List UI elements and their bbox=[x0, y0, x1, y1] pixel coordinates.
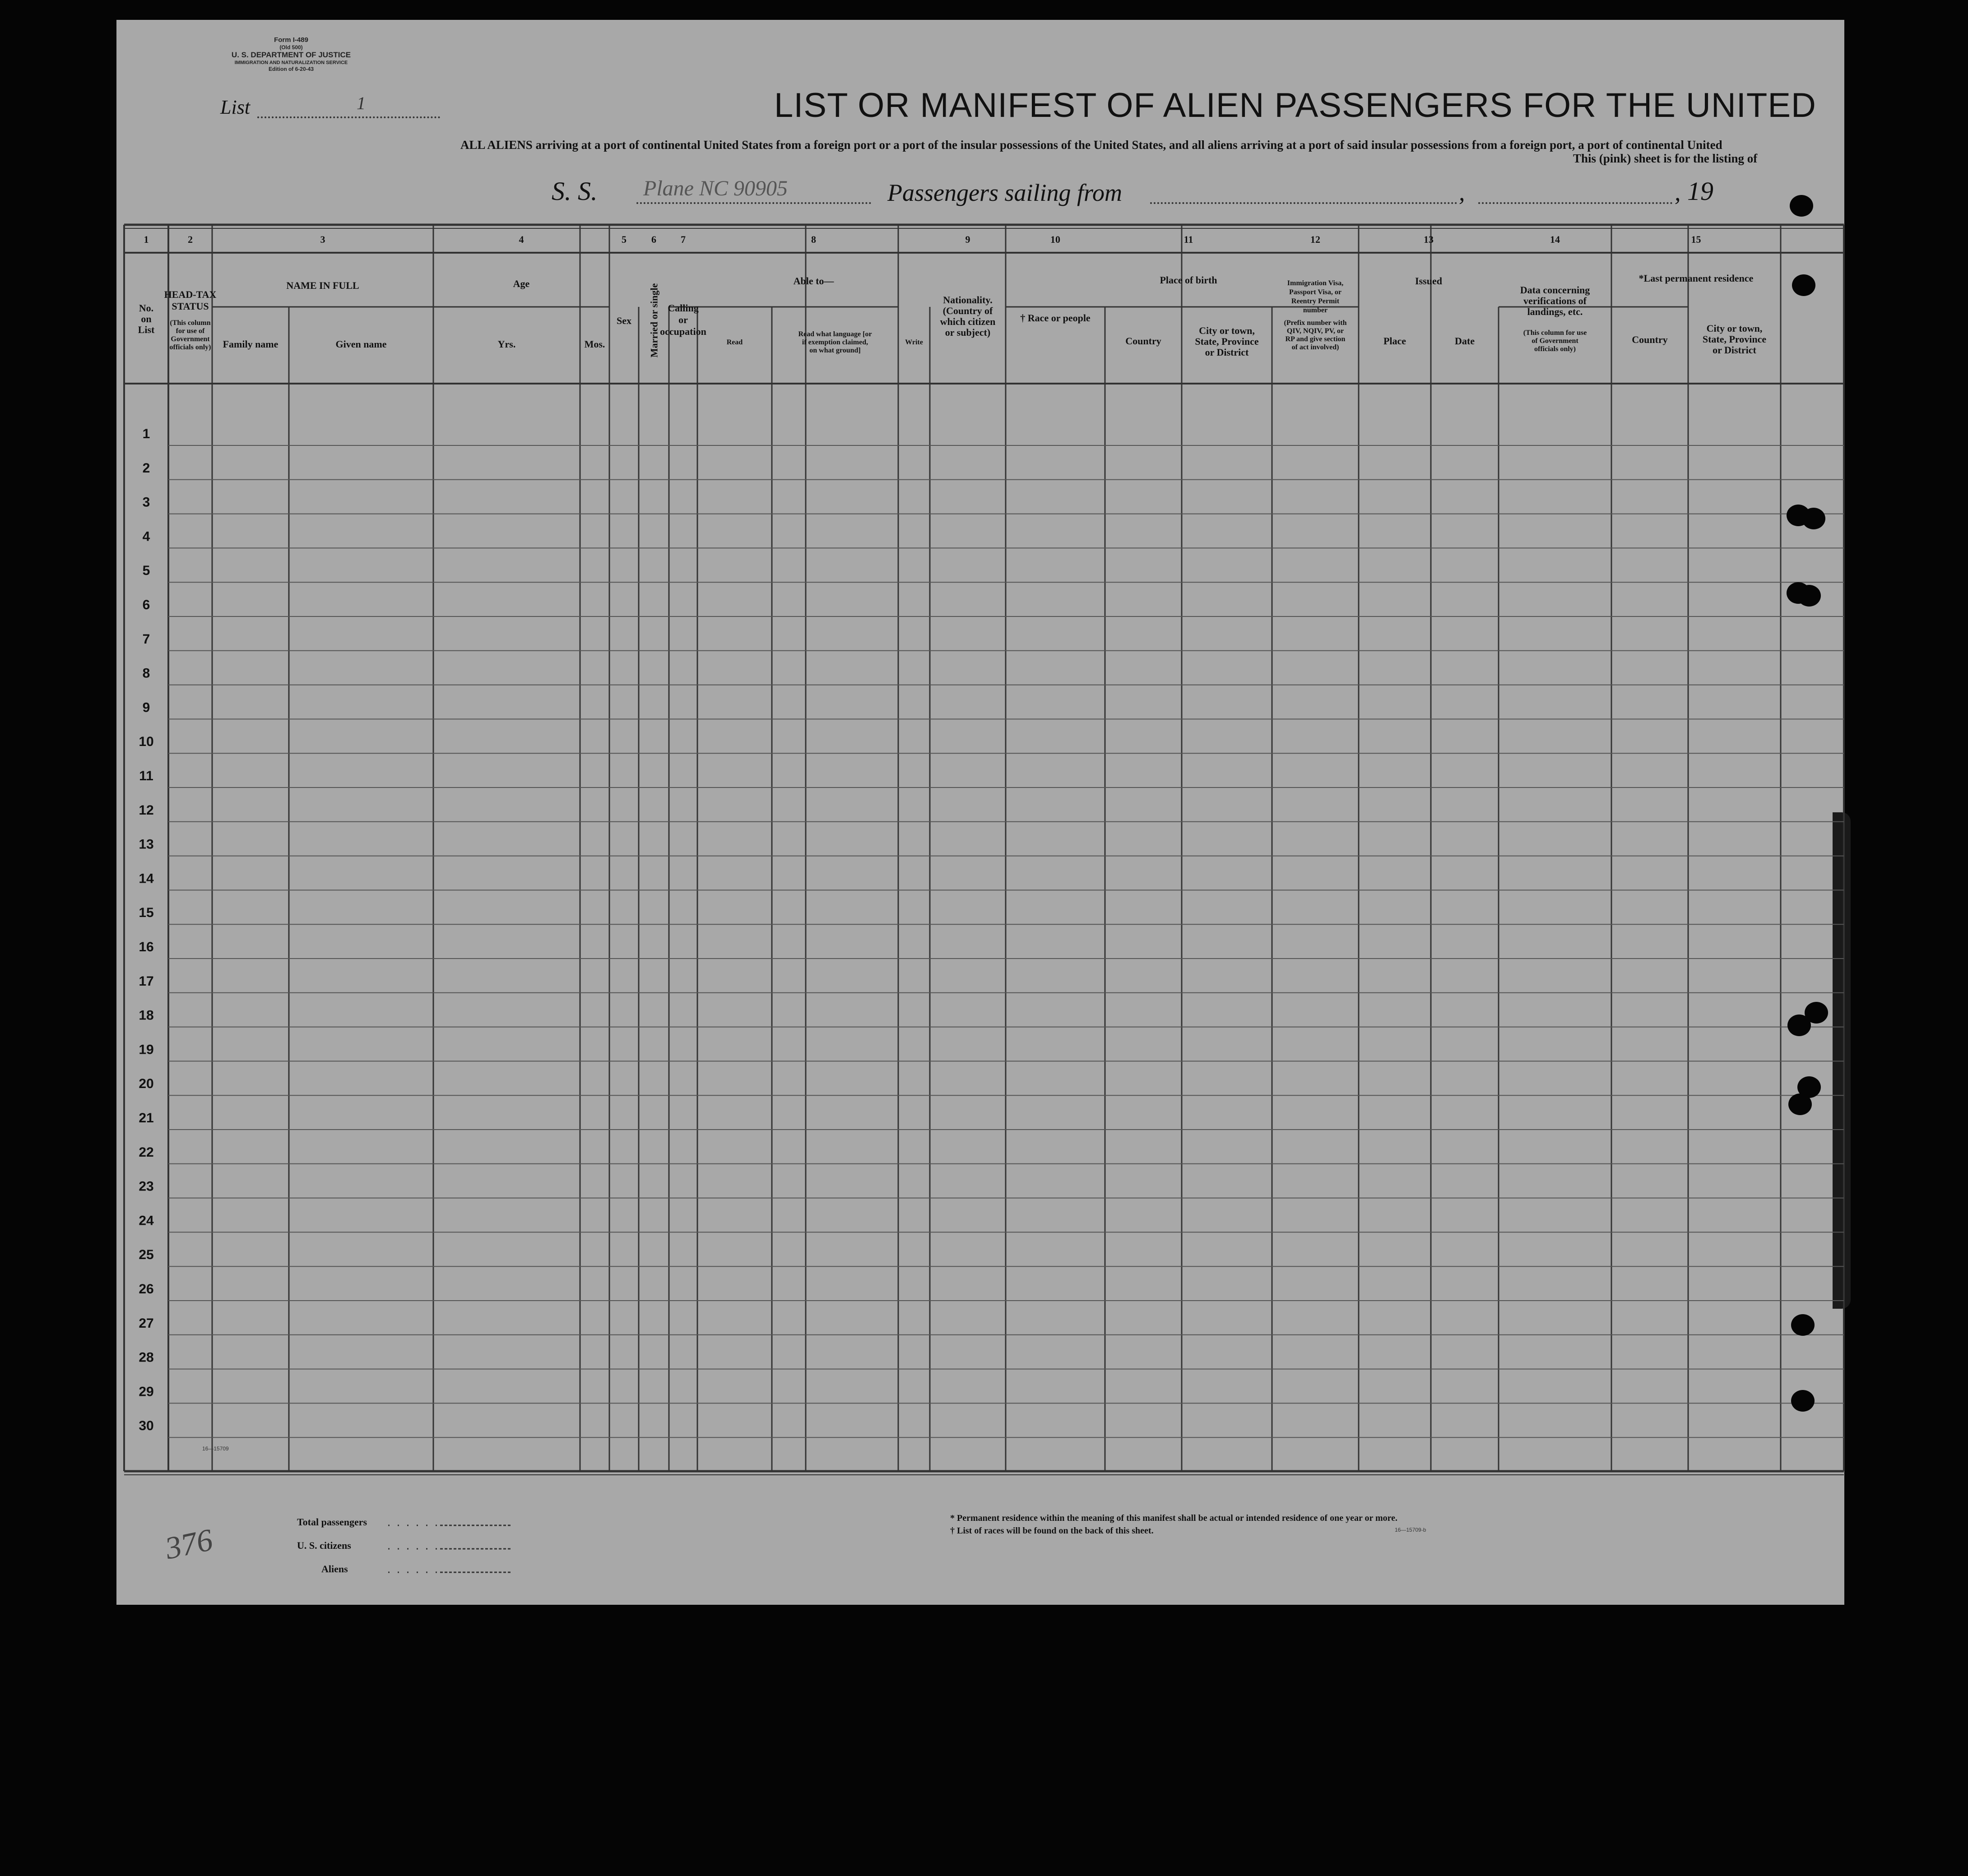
nationality-header: or subject) bbox=[945, 327, 991, 338]
sailing-from-label: Passengers sailing from bbox=[887, 179, 1123, 206]
row-number: 12 bbox=[139, 802, 154, 818]
sailing-comma-2: , bbox=[1675, 179, 1681, 206]
write-header: Write bbox=[905, 338, 923, 346]
row-number: 23 bbox=[139, 1179, 154, 1194]
no-on-list-header: No. bbox=[139, 302, 154, 314]
subtitle-line-2: This (pink) sheet is for the listing of bbox=[1573, 152, 1758, 165]
row-number: 10 bbox=[139, 734, 154, 750]
data-concerning-header: landings, etc. bbox=[1527, 306, 1583, 317]
column-number: 13 bbox=[1424, 234, 1434, 245]
year-prefix: 19 bbox=[1687, 176, 1713, 206]
read-language-header: Read what language [or bbox=[798, 330, 872, 338]
name-in-full-header: NAME IN FULL bbox=[286, 280, 359, 291]
column-number: 4 bbox=[519, 234, 524, 245]
list-label: List bbox=[220, 96, 251, 118]
visa-header: Passport Visa, or bbox=[1289, 288, 1341, 296]
no-on-list-header: on bbox=[141, 313, 152, 324]
row-number: 30 bbox=[139, 1418, 154, 1434]
punch-hole bbox=[1791, 1314, 1815, 1336]
row-number: 1 bbox=[142, 426, 150, 441]
column-number: 15 bbox=[1691, 234, 1701, 245]
family-name-header: Family name bbox=[223, 338, 278, 350]
service: IMMIGRATION AND NATURALIZATION SERVICE bbox=[234, 60, 348, 65]
calling-header: Calling bbox=[668, 302, 699, 314]
column-number: 6 bbox=[651, 234, 656, 245]
form-number: Form I-489 bbox=[274, 36, 308, 44]
row-number: 6 bbox=[142, 598, 150, 612]
row-number: 21 bbox=[139, 1111, 154, 1126]
sex-header: Sex bbox=[617, 315, 631, 326]
footnote-races: † List of races will be found on the back of this sheet. bbox=[950, 1526, 1154, 1536]
column-number: 10 bbox=[1050, 234, 1060, 245]
age-header: Age bbox=[513, 278, 530, 289]
birth-city-header: State, Province bbox=[1195, 336, 1259, 347]
row-number: 15 bbox=[139, 905, 154, 921]
last-residence-header: *Last permanent residence bbox=[1638, 273, 1754, 284]
print-code: 16—15709 bbox=[202, 1445, 229, 1452]
vessel-name: Plane NC 90905 bbox=[643, 176, 788, 200]
head-tax-note: officials only) bbox=[169, 343, 211, 351]
calling-header: or bbox=[678, 314, 688, 325]
footnote-residence: * Permanent residence within the meaning of this manifest shall be actual or intended residence of one year or more. bbox=[950, 1513, 1398, 1523]
row-number: 29 bbox=[139, 1384, 154, 1399]
row-number: 3 bbox=[142, 495, 150, 510]
birth-city-header: City or town, bbox=[1199, 325, 1255, 336]
row-number: 5 bbox=[142, 563, 150, 579]
edition: Edition of 6-20-43 bbox=[268, 65, 314, 72]
data-concerning-note: (This column for use bbox=[1523, 329, 1587, 337]
print-code-2: 16—15709-b bbox=[1395, 1527, 1426, 1533]
column-number: 3 bbox=[320, 234, 325, 245]
visa-note: QIV, NQIV, PV, or bbox=[1286, 327, 1344, 335]
row-number: 20 bbox=[139, 1076, 154, 1092]
months-header: Mos. bbox=[584, 338, 605, 350]
us-citizens-label: U. S. citizens bbox=[297, 1540, 351, 1551]
punch-hole bbox=[1802, 508, 1825, 529]
data-concerning-header: Data concerning bbox=[1520, 284, 1590, 296]
row-number: 26 bbox=[139, 1282, 154, 1297]
calling-header: occupation bbox=[660, 326, 706, 337]
birth-country-header: Country bbox=[1125, 335, 1161, 347]
read-language-header: if exemption claimed, bbox=[802, 338, 868, 346]
column-number: 11 bbox=[1184, 234, 1193, 245]
row-number: 27 bbox=[139, 1316, 154, 1331]
residence-city-header: or District bbox=[1713, 344, 1756, 356]
column-number: 2 bbox=[188, 234, 193, 245]
punch-hole bbox=[1788, 1093, 1812, 1115]
row-number: 7 bbox=[142, 631, 150, 647]
nationality-header: (Country of bbox=[942, 305, 993, 316]
list-number: 1 bbox=[357, 93, 366, 113]
column-number: 1 bbox=[144, 234, 149, 245]
no-on-list-header: List bbox=[138, 324, 155, 335]
row-number: 25 bbox=[139, 1247, 154, 1263]
row-number: 24 bbox=[139, 1213, 154, 1228]
given-name-header: Given name bbox=[335, 338, 387, 350]
subtitle-line-1: ALL ALIENS arriving at a port of continental United States from a foreign port or a port of the insular possessions of the United States, and all aliens arriving at a port of said insular possessions from a foreign port, a port of continental United bbox=[460, 138, 1722, 152]
row-number: 18 bbox=[139, 1008, 154, 1023]
row-number: 11 bbox=[139, 769, 153, 783]
head-tax-note: (This column bbox=[170, 319, 211, 327]
visa-note: of act involved) bbox=[1291, 343, 1339, 351]
row-number: 22 bbox=[139, 1144, 154, 1160]
visa-header: Reentry Permit bbox=[1291, 297, 1340, 305]
birth-city-header: or District bbox=[1205, 347, 1249, 358]
head-tax-header: HEAD-TAX bbox=[164, 289, 217, 300]
able-to-header: Able to— bbox=[793, 275, 834, 287]
data-concerning-note: of Government bbox=[1532, 337, 1578, 345]
total-passengers-label: Total passengers bbox=[297, 1516, 367, 1528]
head-tax-note: for use of bbox=[176, 327, 205, 335]
punch-hole bbox=[1805, 1002, 1828, 1024]
punch-hole bbox=[1791, 1390, 1815, 1412]
column-number: 8 bbox=[811, 234, 816, 245]
data-concerning-note: officials only) bbox=[1534, 345, 1576, 353]
row-number: 8 bbox=[142, 666, 150, 681]
punch-hole bbox=[1792, 274, 1815, 296]
read-header: Read bbox=[726, 338, 743, 346]
sailing-comma: , bbox=[1459, 179, 1465, 206]
column-number: 12 bbox=[1310, 234, 1320, 245]
head-tax-note: Government bbox=[171, 335, 210, 343]
race-header: † Race or people bbox=[1020, 312, 1091, 324]
issued-date-header: Date bbox=[1455, 335, 1475, 347]
years-header: Yrs. bbox=[497, 338, 516, 350]
column-number: 14 bbox=[1550, 234, 1560, 245]
row-number: 16 bbox=[139, 940, 154, 954]
row-number: 9 bbox=[142, 700, 150, 715]
data-concerning-header: verifications of bbox=[1523, 295, 1587, 306]
married-header: Married or single bbox=[648, 283, 660, 358]
row-number: 13 bbox=[139, 837, 154, 852]
read-language-header: on what ground] bbox=[809, 347, 861, 354]
visa-note: (Prefix number with bbox=[1284, 319, 1347, 327]
row-number: 28 bbox=[139, 1350, 154, 1365]
residence-country-header: Country bbox=[1632, 334, 1668, 345]
vessel-label: S. S. bbox=[552, 176, 598, 206]
residence-city-header: State, Province bbox=[1702, 334, 1767, 345]
aliens-label: Aliens bbox=[321, 1563, 348, 1575]
column-number: 5 bbox=[622, 234, 627, 245]
row-number: 14 bbox=[139, 871, 154, 886]
residence-city-header: City or town, bbox=[1706, 323, 1763, 334]
form-old-number: (Old 500) bbox=[279, 44, 303, 51]
row-number: 2 bbox=[142, 460, 150, 476]
head-tax-header: STATUS bbox=[172, 301, 209, 312]
column-number: 7 bbox=[681, 234, 686, 245]
visa-header: number bbox=[1303, 306, 1328, 314]
nationality-header: which citizen bbox=[940, 316, 996, 327]
department: U. S. DEPARTMENT OF JUSTICE bbox=[231, 51, 351, 60]
column-number: 9 bbox=[965, 234, 970, 245]
row-number: 19 bbox=[139, 1042, 154, 1057]
row-number: 4 bbox=[142, 529, 150, 544]
place-of-birth-header: Place of birth bbox=[1160, 274, 1217, 286]
punch-hole bbox=[1790, 195, 1813, 217]
handwritten-page-number: 376 bbox=[162, 1522, 216, 1566]
page-title: LIST OR MANIFEST OF ALIEN PASSENGERS FOR THE UNITED bbox=[774, 86, 1816, 125]
punch-hole bbox=[1797, 585, 1821, 607]
visa-header: Immigration Visa, bbox=[1287, 279, 1344, 287]
nationality-header: Nationality. bbox=[943, 294, 993, 306]
visa-note: RP and give section bbox=[1285, 335, 1346, 343]
issued-place-header: Place bbox=[1383, 335, 1406, 347]
row-number: 17 bbox=[139, 973, 154, 989]
issued-header: Issued bbox=[1415, 275, 1442, 287]
